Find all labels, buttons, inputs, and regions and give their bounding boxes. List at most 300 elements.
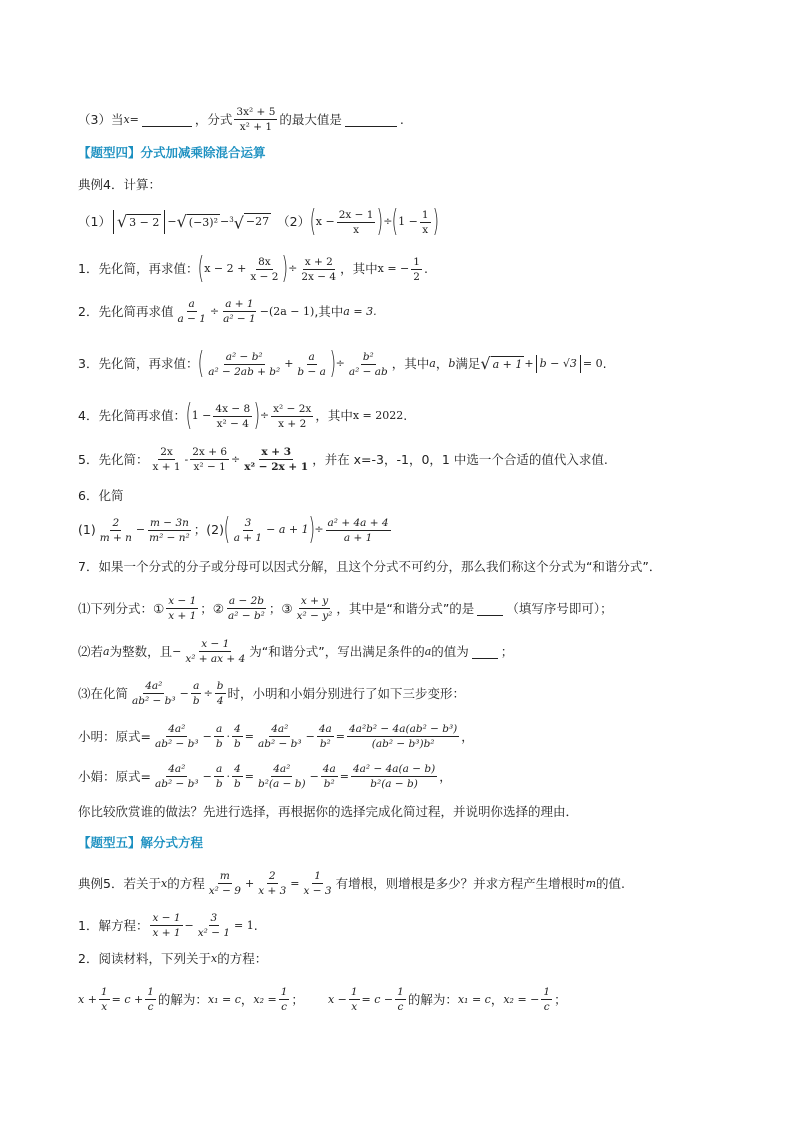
square-root: √ (−3)² [176,212,219,231]
denominator: b²(a − b) [370,778,418,790]
denominator: x + 2 [278,417,307,430]
text: ，其中 [315,408,353,423]
radicand: −27 [245,215,270,229]
math-op: ÷ [383,215,393,228]
denominator: ab² − b³ [132,695,176,707]
math-op: − [202,729,212,743]
text: 有增根，则增根是多少？并求方程产生增根时 [335,875,586,891]
numerator: 3x² + 5 [236,106,276,118]
numerator: m − 3n [150,516,189,529]
square-root: √ a + 1 [480,354,523,373]
numerator: 1 [397,986,404,998]
numerator: x − 1 [201,638,230,650]
denominator: x² − 1 [193,461,226,473]
numerator: a − 2b [228,595,265,607]
denominator: b [215,738,223,750]
right-paren: ) [308,512,315,547]
numerator: 8x [258,255,271,268]
math-op: − [309,769,319,783]
question-7-part-2 [78,638,513,665]
math-term: x₂ = [253,992,277,1006]
radicand: a + 1 [492,357,523,371]
denominator: x + 3 [258,885,287,897]
text: 的解为： [157,991,208,1007]
left-paren: ( [198,251,205,286]
label: ⑵若 [78,643,104,659]
denominator: a + 1 [343,531,373,544]
answer-blank[interactable] [472,645,498,659]
text: ，并在 x=-3，-1，0，1 中选一个合适的值代入求值. [312,451,608,467]
denominator: b² [323,778,335,790]
fraction [215,680,226,707]
example-4-title: 典例4．计算： [78,177,161,192]
math-term: x = 2022 [352,409,404,422]
text: 的方程 [167,875,205,891]
denominator: x² − 9 [208,885,241,897]
denominator: (ab² − b³)b² [371,738,435,750]
absolute-value: √ 3 − 2 [113,210,165,234]
fraction [347,723,459,750]
text: 的最大值是 [279,111,342,127]
fraction [150,446,182,473]
numerator: 3 [210,912,218,924]
radicand: (−3)² [188,215,219,229]
math-var: a [429,357,436,370]
text: 为“和谐分式”，写出满足条件的 [249,643,425,659]
text: ， [435,356,449,371]
numerator: 4 [234,763,241,775]
text: ； [554,991,567,1007]
label: （3）当 [78,111,124,127]
denominator: x² − 2x + 1 [244,461,309,473]
fraction [349,986,360,1013]
denominator: x − 2 [250,270,279,283]
math-var: x [210,952,218,965]
text: . [253,917,258,933]
answer-blank[interactable] [142,113,192,127]
text: 的方程： [217,951,268,966]
numerator: 4a [318,723,332,735]
math-term: x − [327,992,347,1006]
text: 满足 [455,356,481,371]
math-term: = c − [361,992,394,1006]
denominator: a − 1 [177,313,206,325]
numerator: x + 2 [304,255,333,268]
label: (1) [78,522,96,537]
math-term: x₁ = c [207,992,241,1006]
left-paren: ( [223,512,231,547]
fraction [232,723,243,750]
numerator: a² − b² [225,350,263,363]
label: 1．解方程： [78,917,149,933]
denominator: x [422,223,429,236]
left-paren: ( [392,204,399,239]
fraction [299,256,338,283]
denominator: 2x − 4 [301,270,337,283]
label: 4．先化简再求值： [78,408,186,423]
fraction [232,763,243,790]
xiaojuan-solution [78,763,452,790]
math-term: − a + 1 [266,523,309,536]
fraction [317,723,334,750]
numerator: 4a² [145,680,163,692]
numerator: 3 [244,516,252,529]
denominator: a² − b² [228,610,265,622]
numerator: x² − 2x [273,402,312,415]
example-4-expressions [78,204,439,239]
fraction [256,870,288,897]
denominator: x + 1 [168,610,197,622]
text: ， [490,991,504,1007]
label: （1） [78,214,111,229]
text: . [403,408,408,423]
denominator: x [101,1001,108,1013]
numerator: 4a² [168,723,186,735]
numerator: 1 [350,986,358,998]
fraction [145,986,156,1013]
fraction [147,517,192,544]
numerator: 4a² [271,723,289,735]
math-op: − [167,215,177,228]
numerator: 4x − 8 [215,402,251,415]
fraction [337,209,376,236]
math-op: ÷ [231,452,241,466]
numerator: 1 [314,870,321,882]
denominator: x² + 1 [239,121,273,133]
denominator: ab² − b³ [154,778,199,790]
math-op: ÷ [288,262,298,275]
numerator: x − 1 [152,912,181,924]
question-7-part-3 [78,680,465,707]
question-5 [78,446,608,473]
math-op: ÷ [259,409,270,422]
text: 时，小明和小娟分别进行了如下三步变形： [227,685,466,701]
text: （填写序号即可）； [506,600,613,616]
denominator: b − a [297,365,326,378]
math-op: = [129,112,139,126]
text: ，其中 [340,261,378,276]
numerator: 4a² − 4a(a − b) [352,763,436,775]
denominator: b [215,778,223,790]
fraction [279,986,290,1013]
math-op: − [172,644,182,658]
numerator: 1 [543,986,551,998]
denominator: c [281,1001,288,1013]
denominator: ab² − b³ [258,738,302,750]
text: . [399,111,404,127]
numerator: 1 [421,208,429,221]
xiaoming-solution [78,723,474,750]
numerator: 1 [413,255,420,268]
fraction [295,595,335,622]
right-paren: ) [253,398,261,433]
numerator: x + y [300,595,329,607]
math-term: = 1 [234,918,254,932]
text: 为整数，且 [109,643,173,659]
numerator: 4 [234,723,241,735]
text: . [423,261,428,276]
text: ；② [200,600,225,616]
label: ⑴下列分式：① [78,600,165,616]
math-op: − [179,686,189,700]
fraction [420,209,431,236]
fraction [214,723,225,750]
math-op: · [226,769,231,783]
fraction [302,870,334,897]
numerator: 2 [268,870,276,882]
math-term: 1 − [191,409,212,422]
math-term: 1 − [398,215,418,228]
fraction [183,638,247,665]
math-term: x − 2 + [204,262,247,275]
right-paren: ) [329,346,336,381]
fraction [221,298,258,325]
numerator: 4a² [168,763,186,775]
math-op: ÷ [335,357,345,370]
numerator: a [193,680,200,692]
denominator: ab² − b³ [154,738,199,750]
fraction [248,256,280,283]
math-op: + [245,876,255,890]
section-heading-5: 【题型五】解分式方程 [78,835,204,850]
denominator: x [351,1001,358,1013]
denominator: a² − 1 [223,313,256,325]
label: （2） [277,214,311,229]
fraction [234,106,277,133]
label: 5．先化简： [78,451,149,467]
math-term: a = 3. [343,304,377,318]
math-op: + [284,357,294,370]
denominator: c [147,1001,154,1013]
text: ， [461,728,474,744]
fraction [226,595,267,622]
label: 3．先化简，再求值： [78,356,199,371]
numerator: 4a² [273,763,291,775]
text: ；③ [268,600,293,616]
math-op: − [305,729,315,743]
math-op: − [184,918,194,932]
text: . [602,356,607,371]
fraction [206,351,282,378]
numerator: m [219,870,230,882]
fraction [99,986,110,1013]
denominator: x − 3 [303,885,332,897]
fraction [214,763,225,790]
fraction [256,723,304,750]
math-op: + [524,357,534,370]
fraction [271,403,313,430]
denominator: m + n [99,531,132,544]
denominator: x + 1 [152,461,181,473]
fraction [295,351,327,378]
math-op: ÷ [314,523,324,536]
denominator: x [353,223,360,236]
denominator: c [397,1001,404,1013]
fraction [232,517,264,544]
fraction [411,256,422,283]
math-term: x₁ = c [457,992,491,1006]
absolute-value: b − √3 [536,355,581,373]
label: 典例5．若关于 [78,875,161,891]
fraction [190,446,229,473]
denominator: b²(a − b) [258,778,306,790]
example-5 [78,870,625,897]
math-op: − [135,523,146,536]
question-3 [78,346,607,381]
text: 的值. [596,875,626,891]
question-7-intro: 7．如果一个分式的分子或分母可以因式分解，且这个分式不可约分，那么我们称这个分式为“和谐分式”． [78,559,662,574]
denominator: b² [319,738,331,750]
numerator: a² + 4a + 4 [327,516,389,529]
text: ， [240,991,254,1007]
math-op: − [202,769,212,783]
denominator: x + 1 [152,927,181,939]
math-op: = [339,769,349,783]
right-paren: ) [282,251,289,286]
numerator: 2 [112,516,120,529]
denominator: b [234,738,241,750]
text: ,其中 [314,303,344,319]
denominator: a² − 2ab + b² [208,365,281,378]
text: ； [500,643,514,659]
question-3-line [78,106,404,133]
denominator: x² − 4 [216,417,249,430]
math-var: b [448,357,456,370]
math-op: ÷ [209,304,220,318]
numerator: a [216,763,223,775]
denominator: a + 1 [233,531,263,544]
question-6-expressions [78,512,393,547]
denominator: m² − n² [149,531,190,544]
answer-blank[interactable] [477,602,503,616]
right-paren: ) [432,204,439,239]
solve-question-1 [78,912,258,939]
fraction [191,680,202,707]
left-paren: ( [309,204,317,239]
math-op: − [220,215,230,228]
math-term: = c + [111,992,144,1006]
fraction [213,403,252,430]
denominator: 2 [413,270,420,283]
numerator: 1 [147,986,154,998]
math-var: a [424,644,432,658]
fraction [321,763,338,790]
numerator: b² [362,350,374,363]
math-op: = [244,729,254,743]
numerator: 2x − 1 [338,208,374,221]
label: 小娟：原式= [78,768,151,784]
section-heading-4: 【题型四】分式加减乘除混合运算 [78,145,266,160]
denominator: b [192,695,200,707]
fraction [351,763,437,790]
numerator: 2x + 6 [192,446,228,458]
denominator: b [234,778,241,790]
numerator: 2x [160,446,173,458]
fraction [98,517,134,544]
text: ，其中 [391,356,430,371]
solve-question-2 [78,950,267,968]
fraction [541,986,552,1013]
fraction [242,446,310,473]
numerator: a [188,298,195,310]
math-op: · [226,729,231,743]
numerator: x + 3 [261,446,292,458]
fraction [196,912,232,939]
math-var: a [103,644,110,658]
label: 2．阅读材料，下列关于 [78,951,211,966]
question-1 [78,251,428,286]
question-6-title: 6．化简 [78,488,124,503]
fraction [153,763,201,790]
math-var: x [123,112,130,126]
math-term: x₂ = − [503,992,540,1006]
numerator: x − 1 [168,595,197,607]
label: ⑶在化简 [78,685,129,701]
label: ；(2) [193,522,224,537]
fraction [166,595,198,622]
text: 的值为 [431,643,469,659]
numerator: a [216,723,223,735]
question-7-part-1 [78,595,613,622]
math-term: x = − [377,262,410,275]
numerator: 4a²b² − 4a(ab² − b³) [349,723,458,735]
fraction [395,986,406,1013]
label: 1．先化简，再求值： [78,261,199,276]
fraction [153,723,201,750]
math-term: x − [315,215,335,228]
math-term: = 0 [582,357,603,370]
left-paren: ( [185,398,193,433]
math-term: −(2a − 1) [259,304,315,318]
denominator: a² − ab [348,365,388,378]
numerator: a [308,350,315,363]
math-var: m [585,876,597,890]
answer-blank[interactable] [345,113,397,127]
numerator: 1 [100,986,108,998]
cube-root: $^3$√ −27 [229,213,270,233]
math-op: = [290,876,300,890]
math-op: - [184,452,189,466]
denominator: c [543,1001,550,1013]
label: 小明：原式= [78,728,151,744]
right-paren: ) [377,204,384,239]
math-op: = [244,769,254,783]
fraction [326,517,391,544]
question-2 [78,298,377,325]
denominator: x² + ax + 4 [185,653,246,665]
fraction [207,870,243,897]
fraction [150,912,182,939]
numerator: 1 [280,986,288,998]
radicand: 3 − 2 [129,215,160,229]
fraction [175,298,207,325]
denominator: 4 [216,695,224,707]
question-4 [78,398,408,433]
numerator: 4a [322,763,336,775]
denominator: x² − 1 [197,927,231,939]
text: ； [291,991,304,1007]
text: 的解为： [407,991,458,1007]
numerator: a + 1 [225,298,254,310]
text: ， [439,768,452,784]
text: ，分式 [194,111,233,127]
math-term: x + [78,992,97,1006]
label: 2．先化简再求值 [78,303,174,319]
math-var: x [160,876,168,890]
question-7-part-4: 你比较欣赏谁的做法？先进行选择，再根据你的选择完成化简过程，并说明你选择的理由． [78,804,579,819]
fraction [347,351,390,378]
numerator: b [216,680,224,692]
